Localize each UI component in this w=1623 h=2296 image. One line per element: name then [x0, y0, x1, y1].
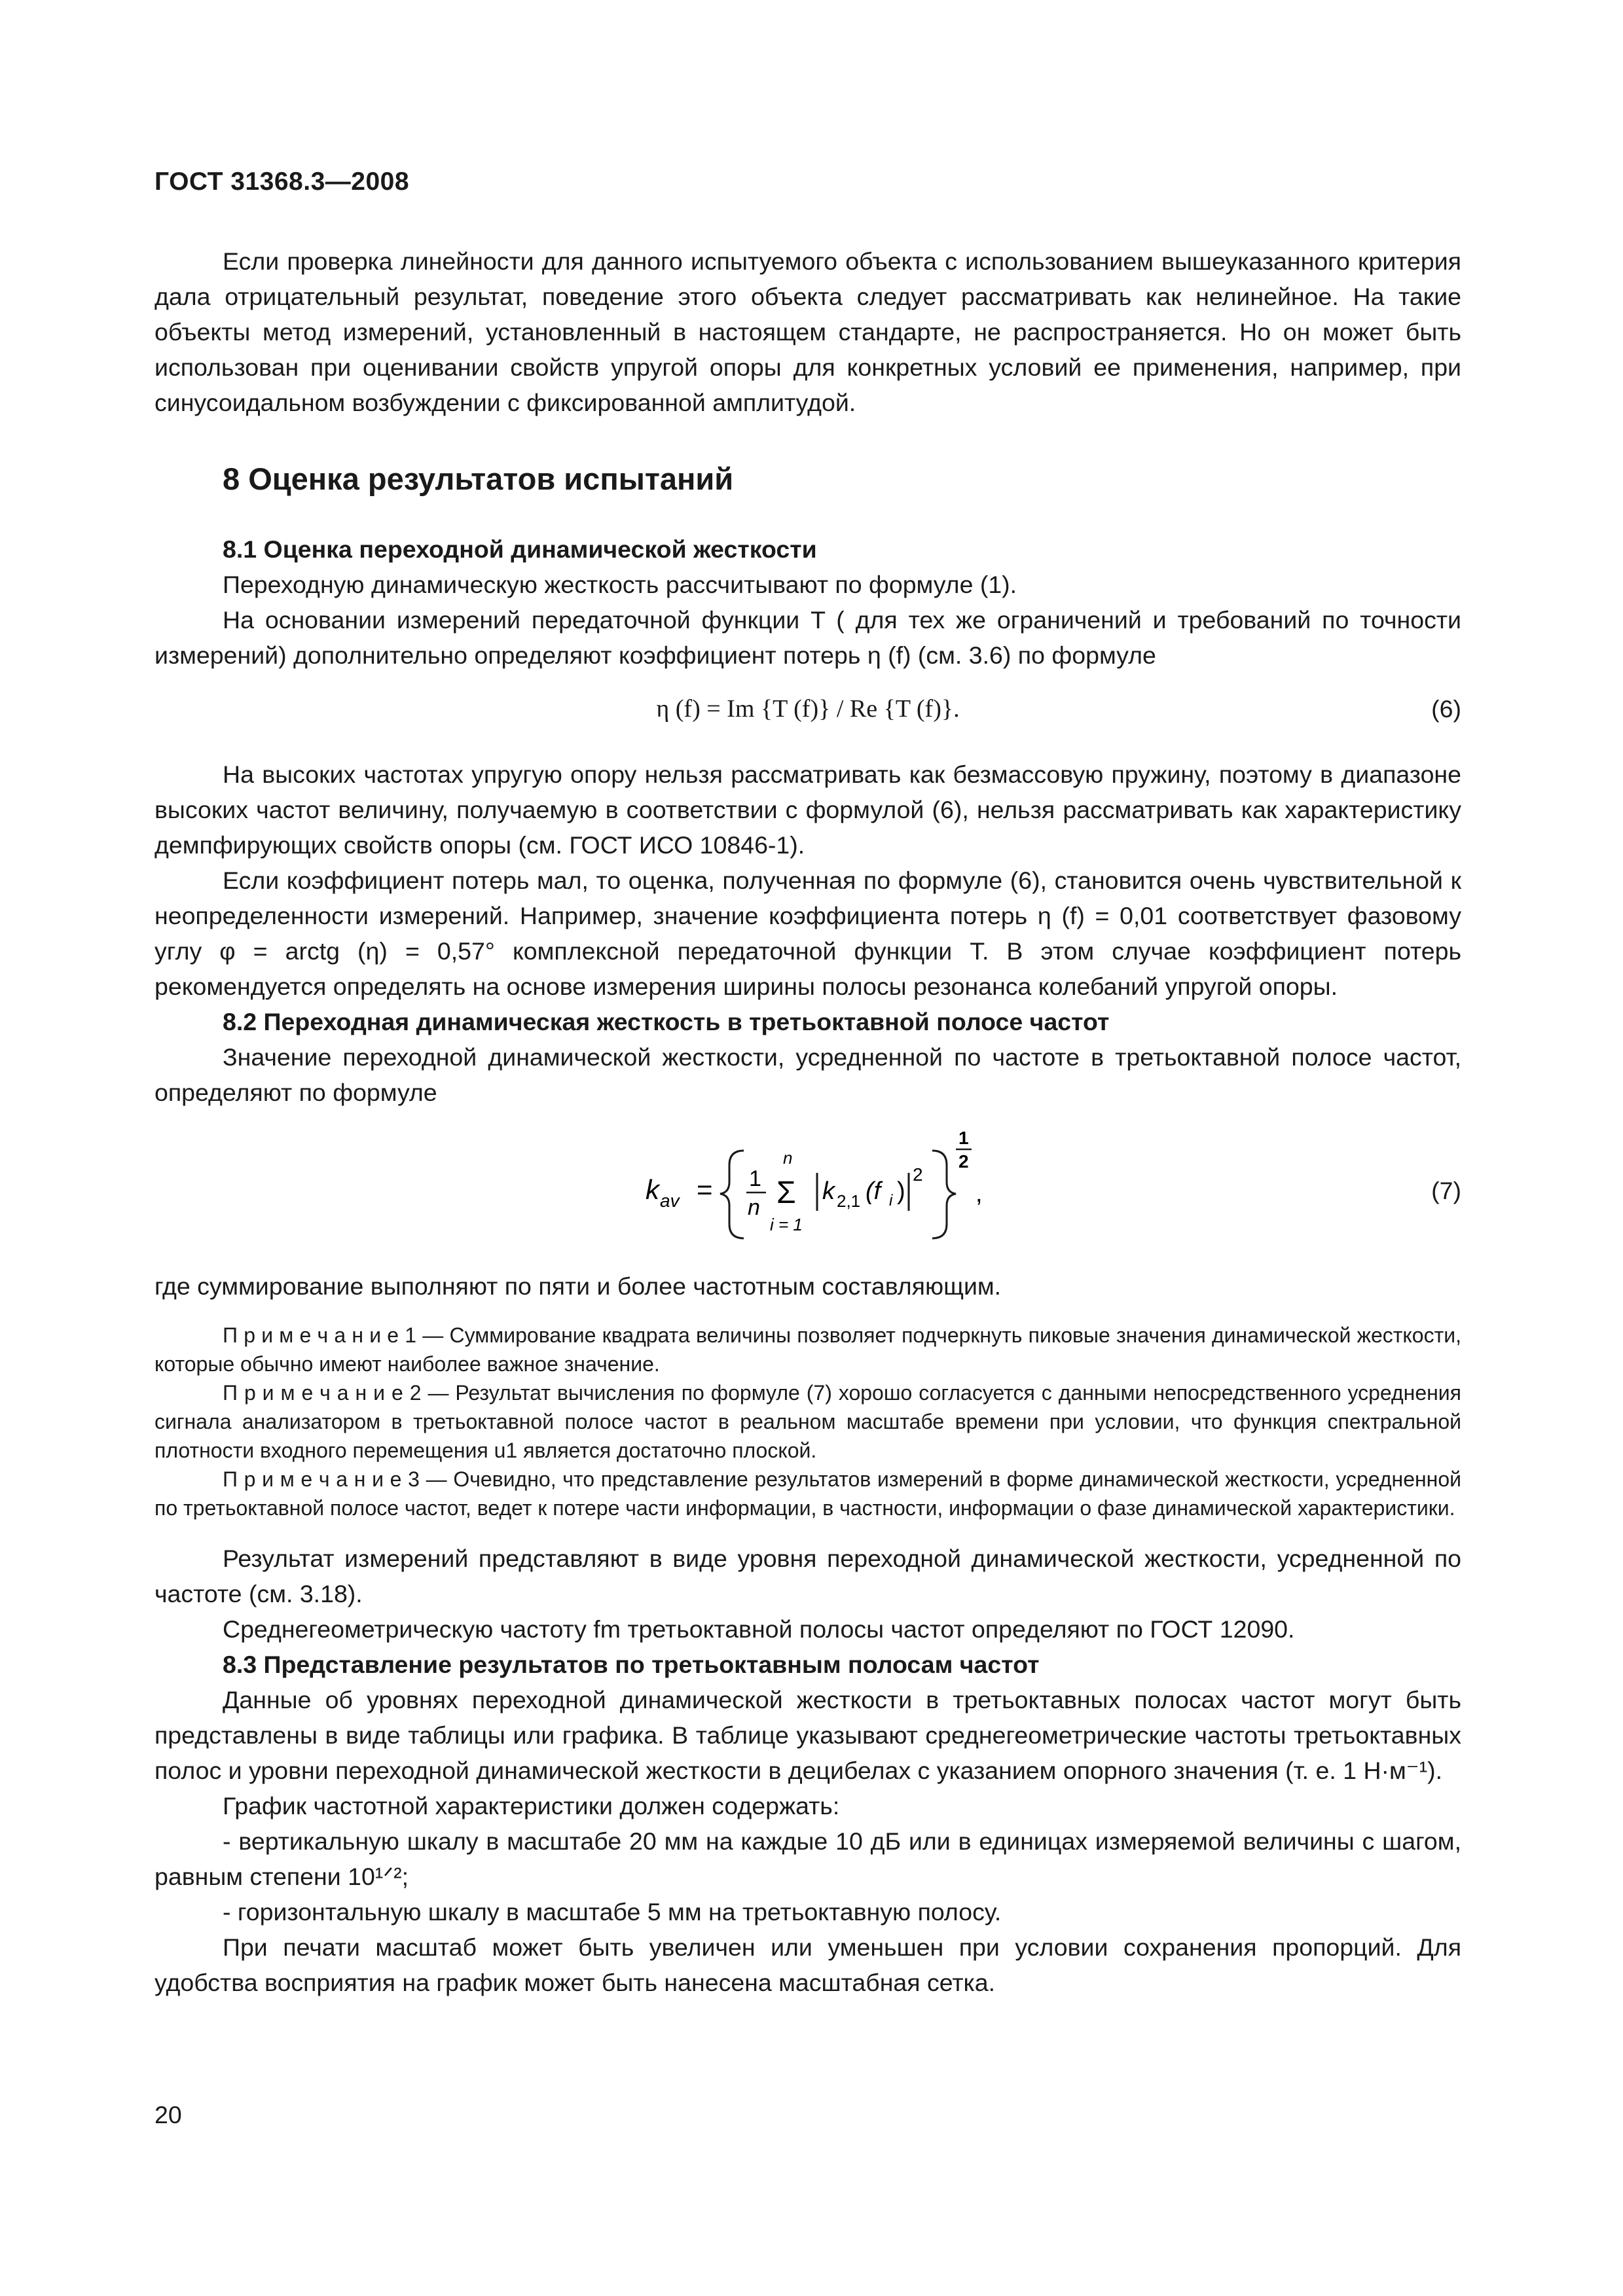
formula-7-sum-top: n [783, 1148, 793, 1168]
note-2 [155, 1378, 1461, 1465]
formula-7-lhs-sub: av [660, 1191, 680, 1211]
formula-7-right-brace [932, 1151, 956, 1238]
formula-7-arg: (f [866, 1177, 881, 1205]
formula-7-lhs: k [646, 1174, 659, 1205]
formula-7 [155, 1122, 1461, 1259]
page-number: 20 [155, 2101, 182, 2128]
formula-7-arg-sub: i [889, 1192, 893, 1210]
formula-6-expression: η (f) = Im {T (f)} / Re {T (f)}. [656, 695, 960, 723]
formula-7-frac-num: 1 [749, 1166, 761, 1191]
note-1-text: — Суммирование квадрата величины позволяет подчеркнуть пиковые значения динамической жесткости, которые обычно имеют наиболее важное значение. [155, 1323, 1461, 1376]
paragraph-8-2-3: Результат измерений представляют в виде уровня переходной динамической жесткости, усредненной по частоте (см. 3.18). [155, 1545, 1461, 1607]
formula-6 [155, 691, 1461, 730]
paragraph-8-2-4: Среднегеометрическую частоту fm третьоктавной полосы частот определяют по ГОСТ 12090. [223, 1615, 1295, 1643]
list-item-vertical-scale: - вертикальную шкалу в масштабе 20 мм на каждые 10 дБ или в единицах измеряемой величины с шагом, равным степени 10¹ᐟ²; [155, 1827, 1461, 1890]
subsection-8-2-title: 8.2 Переходная динамическая жесткость в третьоктавной полосе частот [223, 1008, 1110, 1035]
formula-7-power-num: 1 [958, 1128, 969, 1148]
paragraph-8-3-2: График частотной характеристики должен содержать: [223, 1792, 840, 1820]
intro-paragraph: Если проверка линейности для данного испытуемого объекта с использованием вышеуказанного критерия дала отрицательный результат, поведение этого объекта следует рассматривать как нелинейное. На такие объекты метод измерений, установленный в настоящем стандарте, не распространяется. Но он может быть использован при оценивании свойств упругой опоры для конкретных условий ее применения, например, при синусоидальном возбуждении с фиксированной амплитудой. [155, 247, 1461, 416]
formula-7-number: (7) [1431, 1177, 1461, 1204]
note-3-label: П р и м е ч а н и е 3 [223, 1467, 420, 1491]
formula-7-sum-sign: Σ [776, 1175, 796, 1210]
note-1 [155, 1321, 1461, 1378]
note-3 [155, 1465, 1461, 1522]
note-2-text: — Результат вычисления по формуле (7) хорошо согласуется с данными непосредственного усреднения сигнала анализатором в третьоктавной полосе частот в реальном масштабе времени при условии, что функция спектральной плотности входного перемещения u1 является достаточно плоской. [155, 1381, 1462, 1462]
subsection-8-3-title: 8.3 Представление результатов по третьоктавным полосам частот [223, 1651, 1040, 1678]
page-body [155, 243, 1461, 2000]
note-1-label: П р и м е ч а н и е 1 [223, 1323, 417, 1347]
formula-7-term-sub: 2,1 [837, 1191, 861, 1211]
subsection-8-1-title: 8.1 Оценка переходной динамической жесткости [223, 535, 817, 563]
note-3-text: — Очевидно, что представление результатов измерений в форме динамической жесткости, усредненной по третьоктавной полосе частот, ведет к потере части информации, в частности, информации о фазе динамической характеристики. [155, 1467, 1462, 1520]
note-2-label: П р и м е ч а н и е 2 [223, 1381, 422, 1405]
formula-7-graphic [646, 1122, 1130, 1259]
paragraph-8-1-4: Если коэффициент потерь мал, то оценка, полученная по формуле (6), становится очень чувствительной к неопределенности измерений. Например, значение коэффициента потерь η (f) = 0,01 соответствует фазовому углу φ = arctg (η) = 0,57° комплексной передаточной функции T. В этом случае коэффициент потерь рекомендуется определять на основе измерения ширины полосы резонанса колебаний упругой опоры. [155, 867, 1461, 1000]
formula-7-power-inner: 2 [913, 1164, 923, 1185]
formula-7-power-den: 2 [958, 1151, 969, 1172]
formula-7-frac-den: n [748, 1195, 760, 1220]
formula-7-arg-close: ) [897, 1177, 905, 1205]
paragraph-8-1-3: На высоких частотах упругую опору нельзя рассматривать как безмассовую пружину, поэтому в диапазоне высоких частот величину, получаемую в соответствии с формулой (6), нельзя рассматривать как характеристику демпфирующих свойств опоры (см. ГОСТ ИСО 10846-1). [155, 761, 1461, 859]
paragraph-8-2-1: Значение переходной динамической жесткости, усредненной по частоте в третьоктавной полосе частот, определяют по формуле [155, 1043, 1461, 1106]
paragraph-8-3-3: При печати масштаб может быть увеличен или уменьшен при условии сохранения пропорций. Для удобства восприятия на график может быть нанесена масштабная сетка. [155, 1933, 1461, 1996]
document-code-header: ГОСТ 31368.3—2008 [155, 168, 410, 196]
section-title: 8 Оценка результатов испытаний [223, 461, 734, 496]
paragraph-8-2-2: где суммирование выполняют по пяти и более частотным составляющим. [155, 1272, 1002, 1300]
formula-7-tail: , [976, 1180, 983, 1208]
paragraph-8-1-1: Переходную динамическую жесткость рассчитывают по формуле (1). [223, 571, 1017, 598]
formula-7-sum-bottom: i = 1 [770, 1215, 803, 1234]
formula-7-equals: = [697, 1174, 713, 1205]
formula-6-number: (6) [1431, 695, 1461, 723]
formula-7-term: k [822, 1177, 835, 1205]
paragraph-8-3-1: Данные об уровнях переходной динамической жесткости в третьоктавных полосах частот могут быть представлены в виде таблицы или графика. В таблице указывают среднегеометрические частоты третьоктавных полос и уровни переходной динамической жесткости в децибелах с указанием опорного значения (т. е. 1 Н·м⁻¹). [155, 1686, 1461, 1784]
paragraph-8-1-2: На основании измерений передаточной функции T ( для тех же ограничений и требований по точности измерений) дополнительно определяют коэффициент потерь η (f) (см. 3.6) по формуле [155, 606, 1461, 669]
formula-7-left-brace [720, 1151, 744, 1238]
list-item-horizontal-scale: - горизонтальную шкалу в масштабе 5 мм на третьоктавную полосу. [223, 1898, 1002, 1926]
